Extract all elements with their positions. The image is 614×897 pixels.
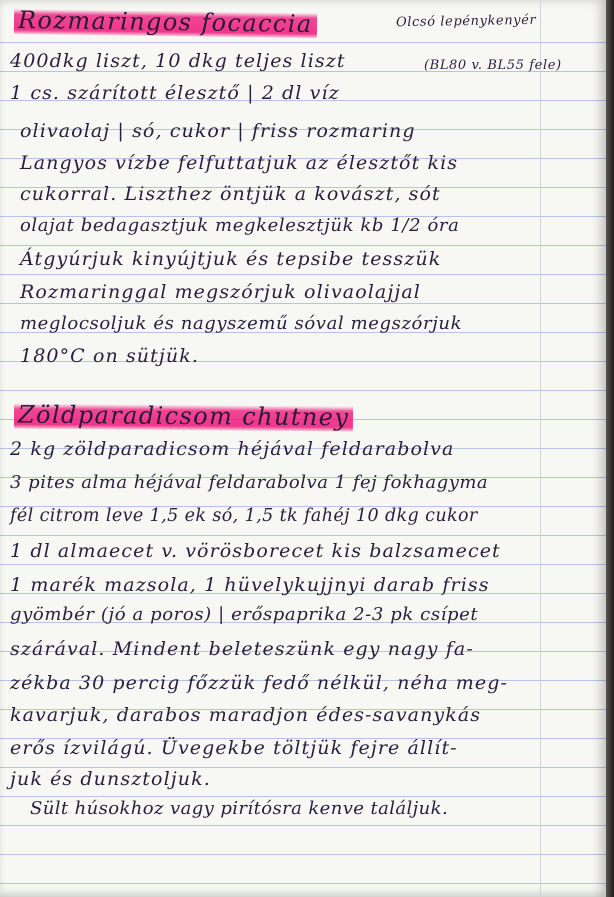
recipe2-line-9: kavarjuk, darabos maradjon édes-savanykás (10, 704, 482, 726)
recipe1-line-5: cukorral. Liszthez öntjük a kovászt, sót (20, 183, 441, 205)
recipe1-title: Rozmaringos focaccia (14, 6, 317, 38)
recipe2-line-4: 1 dl almaecet v. vörösborecet kis balzsamecet (10, 540, 501, 562)
recipe1-line-4: Langyos vízbe felfuttatjuk az élesztőt kis (20, 152, 459, 174)
recipe2-title: Zöldparadicsom chutney (14, 401, 354, 432)
recipe1-line-3: olivaolaj | só, cukor | friss rozmaring (20, 120, 416, 142)
notebook-margin-line (540, 0, 541, 897)
recipe2-line-11: juk és dunsztoljuk. (10, 768, 211, 790)
recipe1-line-10: 180°C on sütjük. (20, 345, 199, 367)
recipe2-line-2: 3 pites alma héjával feldarabolva 1 fej fokhagyma (10, 472, 489, 493)
recipe1-line-7: Átgyúrjuk kinyújtjuk és tepsibe tesszük (20, 248, 442, 270)
recipe2-serving: Sült húsokhoz vagy pirítósra kenve találjuk. (30, 798, 449, 819)
recipe2-line-3: fél citrom leve 1,5 ek só, 1,5 tk fahéj 10 dkg cukor (10, 506, 478, 526)
page-edge (606, 0, 614, 897)
recipe2-line-1: 2 kg zöldparadicsom héjával feldarabolva (10, 438, 455, 460)
recipe1-line-1: 400dkg liszt, 10 dkg teljes liszt (10, 50, 346, 72)
recipe2-line-10: erős ízvilágú. Üvegekbe töltjük fejre állít- (10, 737, 458, 759)
recipe2-line-6: gyömbér (jó a poros) | erőspaprika 2-3 pk csípet (10, 604, 479, 625)
recipe1-line-6: olajat bedagasztjuk megkelesztjük kb 1/2 óra (20, 215, 460, 236)
recipe1-line-8: Rozmaringgal megszórjuk olivaolajjal (20, 281, 421, 303)
recipe1-flour-note: (BL80 v. BL55 fele) (424, 58, 562, 73)
recipe2-line-5: 1 marék mazsola, 1 hüvelykujjnyi darab friss (10, 574, 490, 596)
recipe1-line-2: 1 cs. szárított élesztő | 2 dl víz (10, 82, 340, 104)
recipe1-line-9: meglocsoljuk és nagyszemű sóval megszórjuk (20, 313, 463, 334)
recipe2-line-8: zékba 30 percig főzzük fedő nélkül, néha meg- (10, 672, 509, 694)
recipe1-header-note: Olcsó lepénykenyér (395, 12, 537, 31)
recipe2-line-7: szárával. Mindent beleteszünk egy nagy fa- (10, 638, 474, 660)
